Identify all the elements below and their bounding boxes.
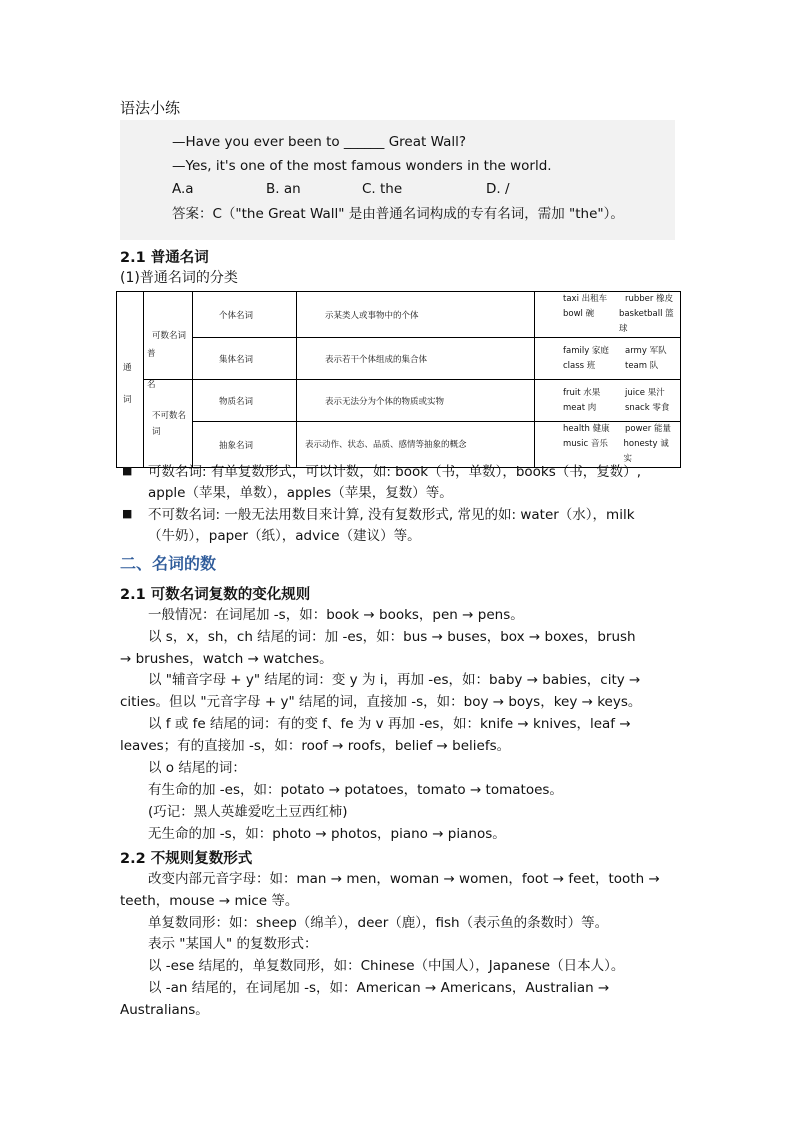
option-c: C. the [362,181,403,197]
rule-line: → brushes，watch → watches。 [120,651,333,667]
question-line-1: —Have you ever been to ______ Great Wall? [172,134,467,150]
bullet-countable-line-2: apple（苹果，单数），apples（苹果，复数）等。 [148,485,453,501]
rule-line: Australians。 [120,1002,209,1018]
rule-line: cities。但以 "元音字母 + y" 结尾的词，直接加 -s，如：boy → boys，key → keys。 [120,694,642,710]
classification-subheading: (1)普通名词的分类 [120,270,238,286]
example-cell [535,380,681,422]
rule-line: 有生命的加 -es，如：potato → potatoes，tomato → tomatoes。 [148,782,563,798]
rule-line: 以 -an 结尾的，在词尾加 -s，如：American → Americans，Australian → [148,980,610,996]
example-word: army 军队 [625,345,667,356]
example-word: honesty 诚实 [623,439,669,464]
example-word: health 健康 [563,424,610,434]
question-line-2: —Yes, it's one of the most famous wonders in the world. [172,158,552,174]
option-a: A.a [172,181,194,197]
rule-line: 以 "辅音字母 + y" 结尾的词：变 y 为 i，再加 -es，如：baby → babies，city → [148,672,641,688]
section-title-noun-number: 二、名词的数 [120,554,217,573]
rule-line: (巧记：黑人英雄爱吃土豆西红柿) [148,804,348,820]
rule-line: 以 f 或 fe 结尾的词：有的变 f、fe 为 v 再加 -es，如：knife → knives，leaf → [148,716,631,732]
example-word: juice 果汁 [625,387,665,398]
example-word: music 音乐 [563,439,608,449]
example-word: fruit 水果 [563,387,601,398]
type-cell: 抽象名词 [193,422,297,468]
example-pair [563,359,676,374]
rule-line: 以 s，x，sh，ch 结尾的词：加 -es，如：bus → buses，box → boxes，brush [148,629,636,645]
rule-line: 以 -ese 结尾的，单复数同形，如：Chinese（中国人），Japanese（日本人）。 [148,958,625,974]
example-word: bowl 碗 [563,309,595,319]
example-word: basketball 篮球 [618,309,674,334]
section-heading-2-1-plural: 2.1 可数名词复数的变化规则 [120,587,311,603]
practice-box [120,120,675,240]
section-heading-2-1: 2.1 普通名词 [120,250,209,266]
practice-label: 语法小练 [120,99,181,117]
example-word: rubber 橡皮 [625,294,674,304]
example-cell [535,338,681,380]
noun-classification-table [116,291,681,468]
desc-cell: 表示动作、状态、品质、感情等抽象的概念 [297,422,535,468]
rule-line: teeth，mouse → mice 等。 [120,893,299,909]
type-cell: 个体名词 [193,292,297,338]
root-char: 通 [123,363,132,373]
example-pair [563,422,676,437]
uncountable-cell: 不可数名词 [144,380,193,468]
example-word: meat 肉 [563,402,597,413]
example-cell [535,422,681,468]
option-b: B. an [266,181,301,197]
rule-line: 表示 "某国人" 的复数形式： [148,936,318,952]
rule-line: 改变内部元音字母：如：man → men，woman → women，foot → feet，tooth → [148,871,660,887]
desc-cell: 表示无法分为个体的物质或实物 [297,380,535,422]
example-pair [563,307,676,337]
type-cell: 物质名词 [193,380,297,422]
example-pair [563,292,676,307]
root-cell [117,292,156,468]
example-pair [563,386,676,401]
root-char: 普 [147,349,156,359]
bullet-square-icon: ■ [122,507,133,520]
bullet-countable-line-1: 可数名词: 有单复数形式，可以计数，如: book（书，单数），books（书，复数）, [148,464,642,480]
example-word: taxi 出租车 [563,294,608,304]
example-word: family 家庭 [563,345,609,356]
desc-cell: 示某类人或事物中的个体 [297,292,535,338]
option-d: D. / [486,181,510,197]
rule-line: leaves；有的直接加 -s，如：roof → roofs，belief → beliefs。 [120,738,511,754]
rule-line: 以 o 结尾的词： [148,760,246,776]
example-word: team 队 [625,360,659,371]
rule-line: 一般情况：在词尾加 -s，如：book → books，pen → pens。 [148,607,524,623]
type-cell: 集体名词 [193,338,297,380]
root-char: 名 [147,380,156,390]
rule-line: 单复数同形：如：sheep（绵羊），deer（鹿），fish（表示鱼的条数时）等。 [148,915,609,931]
example-word: power 能量 [625,424,671,434]
example-word: snack 零食 [625,402,670,413]
section-heading-2-2: 2.2 不规则复数形式 [120,851,253,867]
answer-line: 答案：C（"the Great Wall" 是由普通名词构成的专有名词，需加 "the"）。 [172,206,624,222]
bullet-uncountable-line-1: 不可数名词: 一般无法用数目来计算, 没有复数形式, 常见的如: water（水），milk [148,507,635,523]
example-pair [563,344,676,359]
rule-line: 无生命的加 -s，如：photo → photos，piano → pianos。 [148,826,506,842]
root-char: 词 [123,395,132,405]
bullet-uncountable-line-2: （牛奶），paper（纸），advice（建议）等。 [148,528,421,544]
example-pair [563,401,676,416]
bullet-square-icon: ■ [122,464,133,477]
desc-cell: 表示若干个体组成的集合体 [297,338,535,380]
example-word: class 班 [563,360,596,371]
countable-cell: 可数名词 [144,292,193,380]
example-cell [535,292,681,338]
